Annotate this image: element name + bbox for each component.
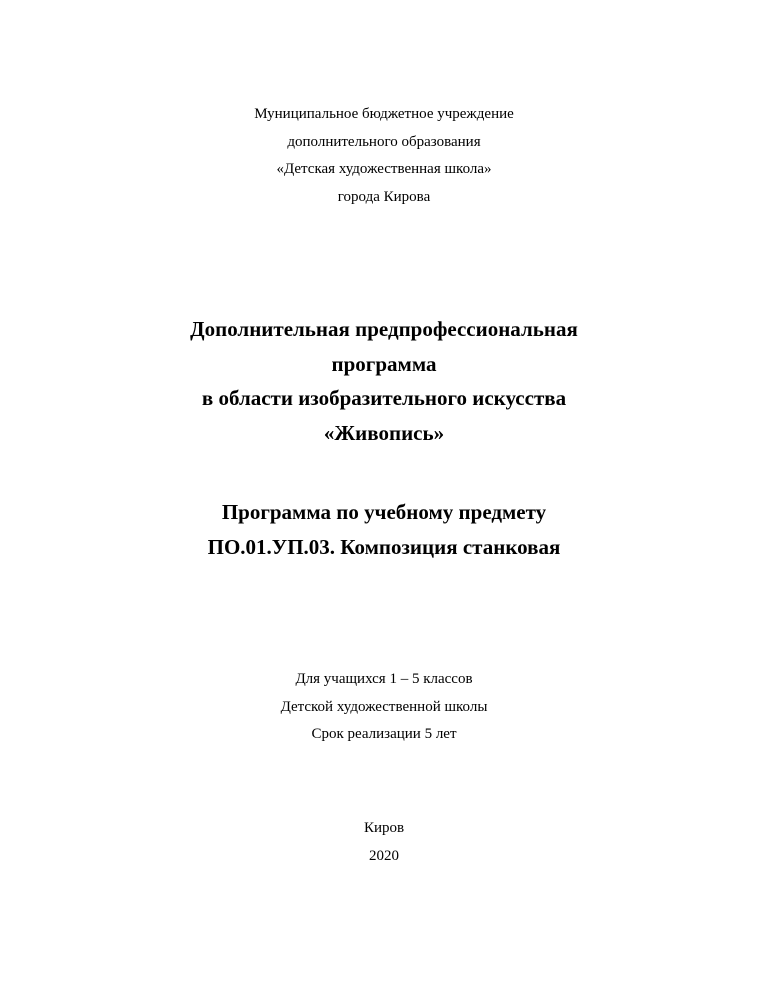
subject-title-line-1: Программа по учебному предмету [221,500,547,524]
program-title-line-1: Дополнительная предпрофессиональная [190,317,578,341]
program-title-line-4: «Живопись» [323,420,445,445]
program-title [0,312,768,450]
institution-line-3: «Детская художественная школа» [276,161,492,177]
city: Киров [363,820,405,836]
subject-title-line-2: ПО.01.УП.03. Композиция станковая [207,535,561,559]
subject-title [0,495,768,565]
institution-line-2: дополнительного образования [287,133,481,150]
audience-line-1: Для учащихся 1 – 5 классов [295,671,473,687]
institution-line-1: Муниципальное бюджетное учреждение [254,106,514,122]
audience-line-2: Детской художественной школы [280,698,488,715]
program-title-line-3: в области изобразительного искусства [201,386,567,410]
place-and-year [0,814,768,870]
institution-line-4: города Кирова [337,188,431,205]
institution-header [0,101,768,211]
audience-info [0,666,768,749]
year: 2020 [369,848,399,864]
program-title-line-2: программа [331,351,437,376]
audience-line-3: Срок реализации 5 лет [311,726,457,742]
